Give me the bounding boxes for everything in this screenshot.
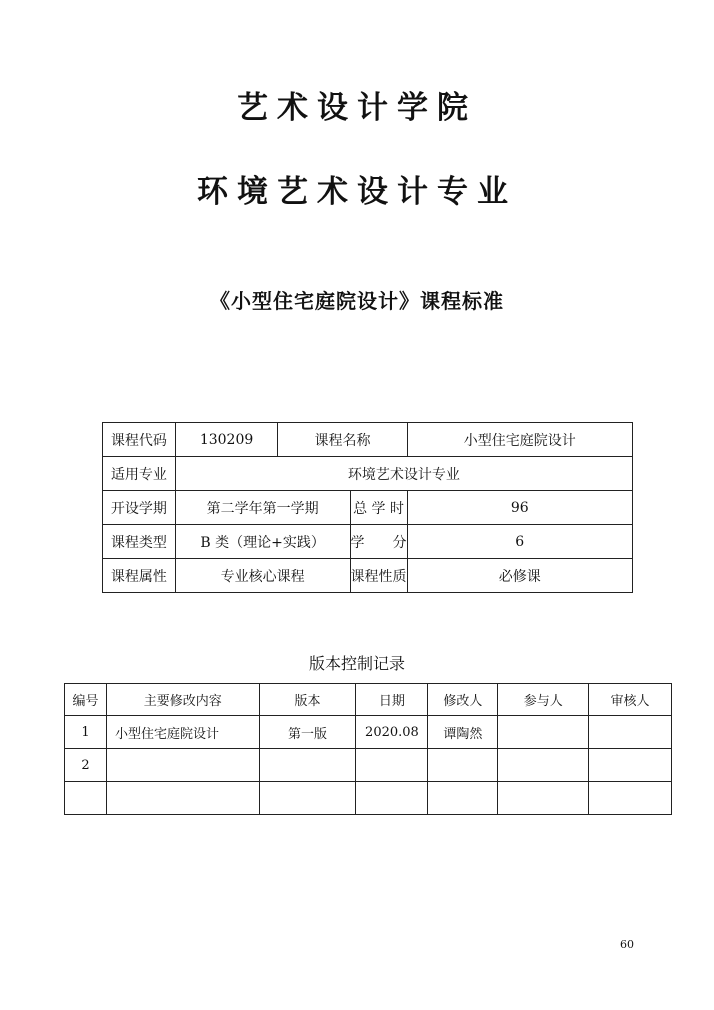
table-cell xyxy=(498,716,589,749)
table-cell xyxy=(589,782,672,815)
table-row xyxy=(65,716,672,749)
column-header: 编号 xyxy=(65,684,107,716)
page-number: 60 xyxy=(620,938,634,951)
table-cell: 小型住宅庭院设计 xyxy=(106,716,259,749)
table-cell xyxy=(356,782,428,815)
table-cell xyxy=(589,716,672,749)
version-control-table xyxy=(64,683,672,815)
table-row xyxy=(103,525,633,559)
course-info-table xyxy=(102,422,633,593)
table-cell xyxy=(259,749,356,782)
credit-value: 6 xyxy=(407,525,632,559)
column-header: 参与人 xyxy=(498,684,589,716)
table-row xyxy=(65,782,672,815)
course-code-label: 课程代码 xyxy=(103,423,176,457)
course-attribute-value: 专业核心课程 xyxy=(175,559,350,593)
table-row xyxy=(103,559,633,593)
major-title: 环境艺术设计专业 xyxy=(197,174,517,210)
applicable-major-label: 适用专业 xyxy=(103,457,176,491)
course-code-value: 130209 xyxy=(175,423,278,457)
column-header: 版本 xyxy=(259,684,356,716)
institution-title: 艺术设计学院 xyxy=(237,90,477,126)
table-cell xyxy=(498,749,589,782)
term-label: 开设学期 xyxy=(103,491,176,525)
course-attribute-label: 课程属性 xyxy=(103,559,176,593)
column-header: 修改人 xyxy=(428,684,498,716)
course-nature-value: 必修课 xyxy=(407,559,632,593)
table-cell xyxy=(356,749,428,782)
term-value: 第二学年第一学期 xyxy=(175,491,350,525)
version-control-caption: 版本控制记录 xyxy=(308,654,405,673)
course-name-label: 课程名称 xyxy=(278,423,407,457)
table-row xyxy=(103,457,633,491)
table-row xyxy=(65,749,672,782)
table-row xyxy=(103,491,633,525)
column-header: 审核人 xyxy=(589,684,672,716)
table-cell: 谭陶然 xyxy=(428,716,498,749)
course-type-label: 课程类型 xyxy=(103,525,176,559)
column-header: 日期 xyxy=(356,684,428,716)
table-cell: 2 xyxy=(65,749,107,782)
table-header-row xyxy=(65,684,672,716)
course-type-value: B 类（理论+实践） xyxy=(175,525,350,559)
table-cell xyxy=(428,782,498,815)
table-cell: 2020.08 xyxy=(356,716,428,749)
table-cell xyxy=(428,749,498,782)
table-cell xyxy=(589,749,672,782)
table-cell xyxy=(65,782,107,815)
table-cell xyxy=(106,782,259,815)
course-nature-label: 课程性质 xyxy=(350,559,407,593)
credit-label: 学 分 xyxy=(350,525,407,559)
total-hours-label: 总 学 时 xyxy=(350,491,407,525)
column-header: 主要修改内容 xyxy=(106,684,259,716)
applicable-major-value: 环境艺术设计专业 xyxy=(175,457,632,491)
total-hours-value: 96 xyxy=(407,491,632,525)
course-name-value: 小型住宅庭院设计 xyxy=(407,423,632,457)
table-cell: 第一版 xyxy=(259,716,356,749)
table-cell xyxy=(498,782,589,815)
table-row xyxy=(103,423,633,457)
table-cell xyxy=(106,749,259,782)
document-title: 《小型住宅庭院设计》课程标准 xyxy=(210,289,504,313)
table-cell: 1 xyxy=(65,716,107,749)
table-cell xyxy=(259,782,356,815)
